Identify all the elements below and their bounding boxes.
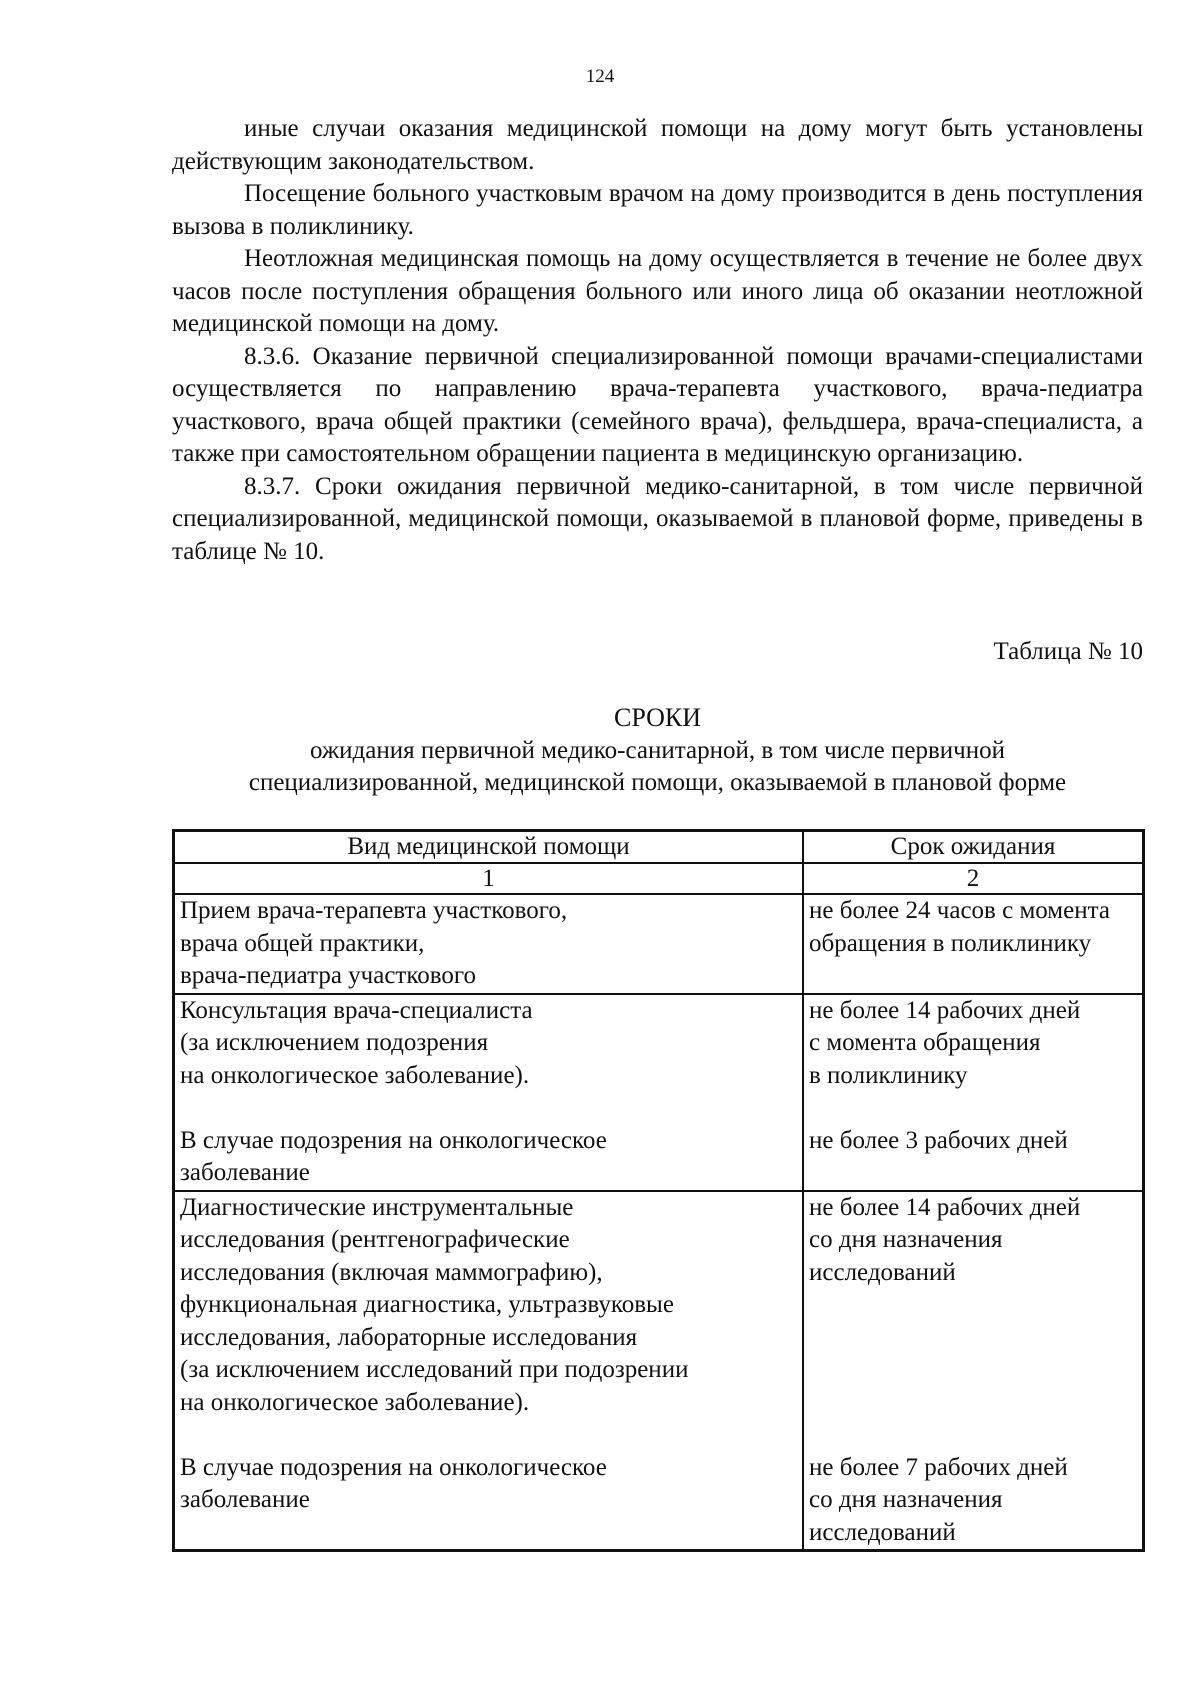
cell-line: функциональная диагностика, ультразвуковые [180, 1291, 674, 1318]
cell-line: заболевание [180, 1159, 310, 1186]
cell-line: В случае подозрения на онкологическое [180, 1126, 607, 1154]
cell-line: врача-педиатра участкового [180, 962, 476, 989]
column-number-1: 1 [174, 863, 804, 894]
cell-line: обращения в поликлинику [809, 929, 1092, 957]
column-number-row [174, 863, 1144, 894]
cell-gap [809, 1092, 1137, 1125]
body-text [172, 113, 1143, 568]
column-number-2: 2 [803, 863, 1144, 894]
cell-gap [180, 1092, 797, 1125]
cell-line: исследований [809, 1258, 956, 1286]
paragraph-4: 8.3.6. Оказание первичной специализированной помощи врачами-специалистами осуществляется по направлению врача-терапевта участкового, врача-педиатра участкового, врача общей практики (семейного врача), фельдшера, врача-специалиста, а также при самостоятельном обращении пациента в медицинскую организацию. [172, 342, 1143, 467]
table-header-row [174, 831, 1144, 864]
paragraph-3: Неотложная медицинская помощь на дому осуществляется в течение не более двух часов после поступления обращения больного или иного лица об оказании неотложной медицинской помощи на дому. [172, 245, 1143, 337]
type-cell [174, 1191, 804, 1551]
table-row [174, 994, 1144, 1191]
cell-line: со дня назначения [809, 1486, 1003, 1513]
paragraph-1: иные случаи оказания медицинской помощи на дому могут быть установлены действующим законодательством. [172, 115, 1143, 175]
cell-line: Диагностические инструментальные [180, 1193, 574, 1221]
header-type: Вид медицинской помощи [174, 831, 804, 864]
cell-gap [809, 1354, 1137, 1387]
cell-line: врача общей практики, [180, 929, 425, 957]
type-cell [174, 994, 804, 1191]
cell-gap [809, 1322, 1137, 1355]
cell-line: не более 24 часов с момента [809, 897, 1110, 924]
cell-line: Консультация врача-специалиста [180, 996, 533, 1024]
cell-gap [180, 1419, 797, 1452]
cell-line: с момента обращения [809, 1029, 1041, 1056]
cell-line: со дня назначения [809, 1226, 1003, 1253]
cell-line: на онкологическое заболевание). [180, 1388, 530, 1416]
table-subtitle-line-1: ожидания первичной медико-санитарной, в том числе первичной [310, 736, 1005, 764]
term-cell [803, 894, 1144, 994]
cell-line: (за исключением подозрения [180, 1029, 489, 1056]
table-heading [172, 702, 1143, 800]
paragraph-2: Посещение больного участковым врачом на дому производится в день поступления вызова в поликлинику. [172, 180, 1143, 240]
cell-line: исследования (включая маммографию), [180, 1258, 603, 1286]
cell-line: не более 7 рабочих дней [809, 1453, 1068, 1481]
cell-line: не более 14 рабочих дней [809, 996, 1081, 1024]
term-cell [803, 1191, 1144, 1551]
cell-line: в поликлинику [809, 1061, 968, 1089]
header-term: Срок ожидания [803, 831, 1144, 864]
table-row [174, 1191, 1144, 1551]
paragraph-5: 8.3.7. Сроки ожидания первичной медико-санитарной, в том числе первичной специализированной, медицинской помощи, оказываемой в плановой форме, приведены в таблице № 10. [172, 472, 1143, 565]
cell-line: Прием врача-терапевта участкового, [180, 897, 568, 924]
cell-line: не более 3 рабочих дней [809, 1126, 1068, 1154]
cell-line: исследования (рентгенографические [180, 1226, 570, 1253]
type-cell [174, 894, 804, 994]
cell-line: на онкологическое заболевание). [180, 1061, 530, 1089]
waiting-times-table [172, 829, 1145, 1552]
term-cell [803, 994, 1144, 1191]
cell-gap [809, 1387, 1137, 1420]
page-number: 124 [585, 66, 615, 87]
table-subtitle-line-2: специализированной, медицинской помощи, оказываемой в плановой форме [248, 769, 1067, 796]
table-label: Таблица № 10 [993, 638, 1143, 665]
cell-gap [809, 1419, 1137, 1452]
cell-line: В случае подозрения на онкологическое [180, 1453, 607, 1481]
cell-line: (за исключением исследований при подозрении [180, 1356, 689, 1383]
cell-line: не более 14 рабочих дней [809, 1193, 1081, 1221]
cell-line: исследования, лабораторные исследования [180, 1323, 638, 1351]
cell-line: исследований [809, 1518, 956, 1546]
cell-line: заболевание [180, 1486, 310, 1513]
table-title: СРОКИ [613, 703, 701, 732]
table-row [174, 894, 1144, 994]
cell-gap [809, 1289, 1137, 1322]
